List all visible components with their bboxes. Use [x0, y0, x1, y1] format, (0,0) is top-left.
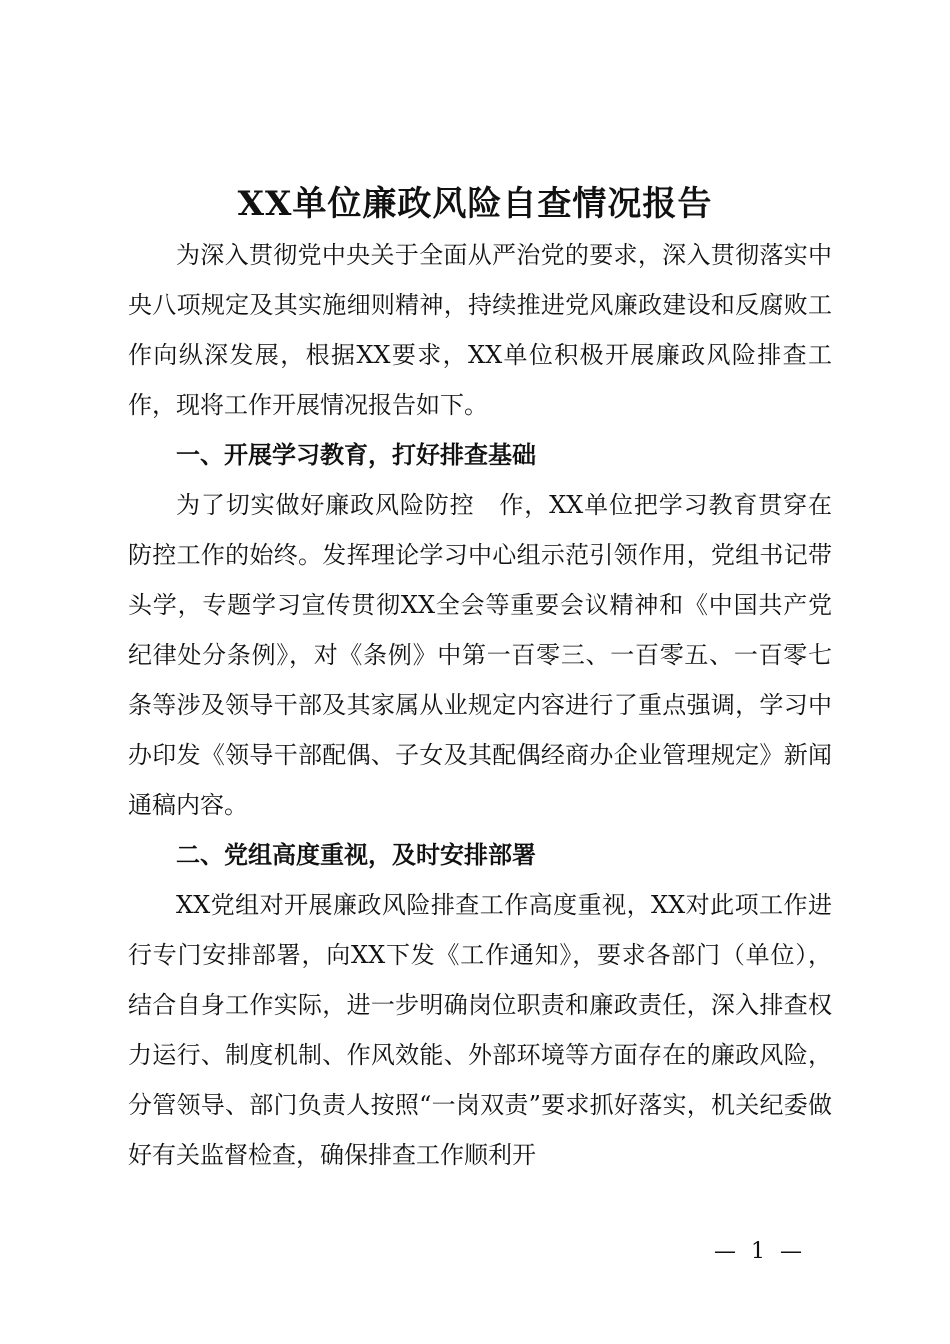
section-heading-1: 一、开展学习教育，打好排查基础	[176, 441, 536, 469]
section-heading-2: 二、党组高度重视，及时安排部署	[176, 841, 536, 869]
intro-paragraph: 为深入贯彻党中央关于全面从严治党的要求，深入贯彻落实中央八项规定及其实施细则精神，持续推进党风廉政建设和反腐败工作向纵深发展，根据XX要求，XX单位积极开展廉政风险排查工作，现将工作开展情况报告如下。	[128, 241, 832, 419]
section-1-paragraph: 为了切实做好廉政风险防控 作，XX单位把学习教育贯穿在防控工作的始终。发挥理论学习中心组示范引领作用，党组书记带头学，专题学习宣传贯彻XX全会等重要会议精神和《中国共产党纪律处分条例》，对《条例》中第一百零三、一百零五、一百零七条等涉及领导干部及其家属从业规定内容进行了重点强调，学习中办印发《领导干部配偶、子女及其配偶经商办企业管理规定》新闻通稿内容。	[128, 491, 832, 819]
document-title: XX单位廉政风险自查情况报告	[237, 184, 713, 224]
page-number: — 1 —	[714, 1239, 806, 1264]
section-2-paragraph: XX党组对开展廉政风险排查工作高度重视，XX对此项工作进行专门安排部署，向XX下发《工作通知》，要求各部门（单位），结合自身工作实际，进一步明确岗位职责和廉政责任，深入排查权力运行、制度机制、作风效能、外部环境等方面存在的廉政风险，分管领导、部门负责人按照“一岗双责”要求抓好落实，机关纪委做好有关监督检查，确保排查工作顺利开	[128, 891, 832, 1169]
